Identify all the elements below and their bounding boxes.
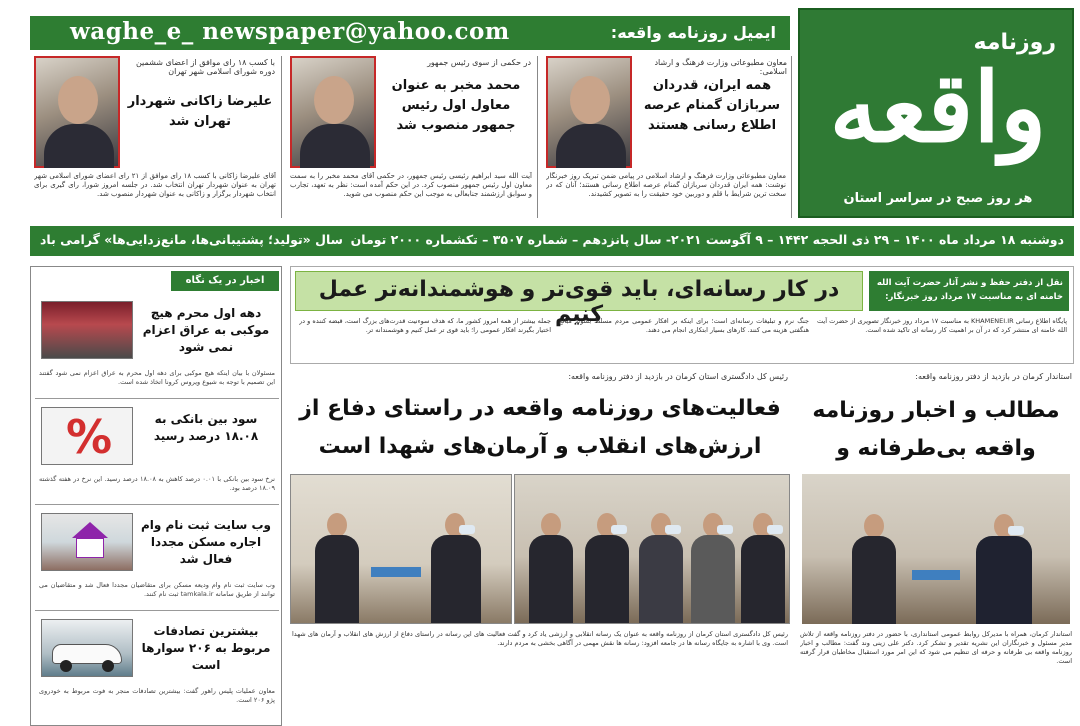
top-story-body: آقای علیرضا زاکانی با کسب ۱۸ رای موافق از ۲۱ رای اعضای شورای اسلامی شهر تهران به عنوان شهردار تهران انتخاب شد. در جلسه امروز شورا، رای گیری برای انتخاب شهردار برگزار و زاکانی به عنوان شهردار منصوب شد.	[34, 172, 276, 198]
story-kicker: رئیس کل دادگستری استان کرمان در بازدید از دفتر روزنامه واقعه:	[568, 372, 788, 381]
top-story-headline[interactable]: محمد مخبر به عنوان معاول اول رئیس جمهور منصوب شد	[391, 78, 521, 133]
date-bar	[30, 226, 1074, 256]
sidebar-item-rent-loan[interactable]	[35, 509, 279, 611]
sidebar-item-interbank-rate[interactable]	[35, 403, 279, 505]
news-thumbnail	[41, 301, 133, 359]
top-story-kicker: با کسب ۱۸ رای موافق از اعضای ششمین دوره شورای اسلامی شهر تهران	[135, 58, 275, 76]
top-story-body: آیت الله سید ابراهیم رئیسی رئیس جمهور، در حکمی آقای محمد مخبر را به سمت معاون اول رئیس جمهور منصوب کرد. در این حکم آمده است: نظر به تعهد، تجارب و سوابق ارزشمند جنابعالی به موجب این حکم منصوب می شوید.	[290, 172, 532, 198]
story-headline[interactable]: مطالب و اخبار روزنامه واقعه بی‌طرفانه و	[812, 398, 1060, 461]
story-photo	[514, 474, 790, 624]
lead-column: جنگ نرم و تبلیغات رسانه‌ای است؛ برای اینکه بر افکار عمومی مردم مسلط بشوند مبالغ هنگفتی هزینه می کنند. کارهای بسیار ابتکاری انجام می دهند.	[559, 317, 809, 334]
top-story-first-vp[interactable]	[286, 56, 538, 218]
lead-headline[interactable]: در کار رسانه‌ای، باید قوی‌تر و هوشمندانه‌تر عمل کنیم	[318, 277, 840, 327]
logo-small-text: روزنامه	[973, 30, 1056, 55]
logo-main-text: واقعه	[829, 51, 1047, 164]
lead-story[interactable]	[290, 266, 1074, 364]
story-photo	[802, 474, 1070, 624]
house-money-icon	[41, 513, 133, 571]
story-governor-visit[interactable]	[798, 370, 1074, 726]
sidebar-item-body: معاون عملیات پلیس راهور گفت: بیشترین تصادفات منجر به فوت مربوط به خودروی پژو ۲۰۶ است.	[39, 687, 275, 704]
sidebar-item-body: مسئولان با بیان اینکه هیچ موکبی برای دهه اول محرم به عراق اعزام نمی شود گفتند این تصمیم با توجه به شیوع ویروس کرونا اتخاذ شده است.	[39, 369, 275, 386]
sidebar-item-accidents[interactable]	[35, 615, 279, 723]
sidebar-item-title[interactable]: سود بین بانکی به ۱۸.۰۸ درصد رسید	[153, 412, 259, 443]
top-story-kicker: در حکمی از سوی رئیس جمهور	[427, 58, 531, 67]
story-judiciary-visit[interactable]	[290, 370, 790, 726]
email-bar	[30, 16, 790, 50]
email-label: ایمیل روزنامه واقعه:	[610, 23, 776, 42]
top-story-headline[interactable]: علیرضا زاکانی شهردار تهران شد	[127, 94, 273, 129]
sidebar-item-title[interactable]: وب سایت ثبت نام وام اجاره مسکن مجددا فعال شد	[140, 518, 272, 566]
percent-icon: %	[41, 407, 133, 465]
sidebar-item-body: وب سایت ثبت نام وام ودیعه مسکن برای متقاضیان مجددا فعال شد و متقاضیان می توانند از طریق سامانه tamkala.ir ثبت نام کنند.	[39, 581, 275, 598]
portrait-photo	[546, 56, 632, 168]
news-at-a-glance-sidebar	[30, 266, 282, 726]
top-story-tehran-mayor[interactable]	[30, 56, 282, 218]
lead-column: جمله بیشتر از همه امروز کشور ما، که هدف سوءنیت قدرت‌های بزرگ است، قبضه کننده و در اختیار بگیرند افکار عمومی را؛ باید قوی تر عمل کنیم و هوشمندانه تر.	[299, 317, 551, 334]
portrait-photo	[290, 56, 376, 168]
top-story-headline[interactable]: همه ایران، قدردان سربازان گمنام عرصه اطلاع رسانی هستند	[643, 78, 781, 133]
issue-date-line: دوشنبه ۱۸ مرداد ماه ۱۴۰۰ – ۲۹ ذی الحجه ۱۴۴۲ – ۹ آگوست ۲۰۲۱- سال پانزدهم – شماره ۳۵۰۷ – تکشماره ۲۰۰۰ تومان	[350, 232, 1064, 247]
top-story-media-deputy[interactable]	[542, 56, 792, 218]
story-headline[interactable]: فعالیت‌های روزنامه واقعه در راستای دفاع از ارزش‌های انقلاب و آرمان‌های شهدا است	[299, 396, 781, 459]
story-body: رئیس کل دادگستری استان کرمان از روزنامه واقعه به عنوان یک رسانه انقلابی و ارزشی یاد کرد و گفت فعالیت های این رسانه در راستای دفاع از ارزش های انقلاب و آرمان های شهدا است. وی با اشاره به جایگاه رسانه ها در جامعه افزود: رسانه ها نقش مهمی در آگاهی بخشی به مردم دارند.	[292, 630, 788, 647]
story-kicker: استاندار کرمان در بازدید از دفتر روزنامه واقعه:	[915, 372, 1072, 381]
sidebar-header: اخبار در یک نگاه	[171, 271, 279, 291]
crashed-car-icon	[41, 619, 133, 677]
lead-kicker: نقل از دفتر حفظ و نشر آثار حضرت آیت الله خامنه ای به مناسبت ۱۷ مرداد روز خبرنگار:	[876, 278, 1063, 302]
top-story-body: معاون مطبوعاتی وزارت فرهنگ و ارشاد اسلامی در پیامی ضمن تبریک روز خبرنگار نوشت: همه ایران قدردان سربازان گمنام عرصه اطلاع رسانی هستند؛ آنان که در سخت ترین شرایط با قلم و دوربین خود حقیقت را به تصویر کشیدند.	[546, 172, 786, 198]
lead-column: پایگاه اطلاع رسانی KHAMENEI.IR به مناسبت ۱۷ مرداد روز خبرنگار تصویری از حضرت آیت الله خامنه ای منتشر کرد که در آن بر اهمیت کار رسانه ای تاکید شده است.	[817, 317, 1067, 334]
sidebar-item-title[interactable]: بیشترین تصادفات مربوط به ۲۰۶ سوارها است	[141, 624, 271, 672]
top-story-kicker: معاون مطبوعاتی وزارت فرهنگ و ارشاد اسلامی:	[654, 58, 787, 76]
email-address-link[interactable]: waghe_e_ newspaper@yahoo.com	[70, 18, 510, 45]
sidebar-item-title[interactable]: دهه اول محرم هیچ موکبی به عراق اعزام نمی شود	[142, 306, 270, 354]
story-photo	[290, 474, 512, 624]
newspaper-logo	[798, 8, 1074, 218]
logo-tagline: هر روز صبح در سراسر استان	[843, 191, 1033, 206]
year-slogan: سال «تولید؛ پشتیبانی‌ها، مانع‌زدایی‌ها» گرامی باد	[40, 232, 343, 247]
lead-kicker-box	[869, 271, 1069, 311]
story-body: استاندار کرمان، همراه با مدیرکل روابط عمومی استانداری، با حضور در دفتر روزنامه واقعه از تلاش مدیر مسئول و خبرنگاران این نشریه تقدیر و تشکر کرد. دکتر علی زینی وند گفت: مطالب و اخبار روزنامه واقعه بی طرفانه و حرفه ای تنظیم می شود که این امر مورد استقبال مخاطبان قرار گرفته است.	[800, 630, 1072, 665]
sidebar-item-muharram[interactable]	[35, 297, 279, 399]
portrait-photo	[34, 56, 120, 168]
sidebar-item-body: نرخ سود بین بانکی با ۰.۰۱ درصد کاهش به ۱۸.۰۸ درصد رسید. این نرخ در هفته گذشته ۱۸.۰۹ درصد بود.	[39, 475, 275, 492]
